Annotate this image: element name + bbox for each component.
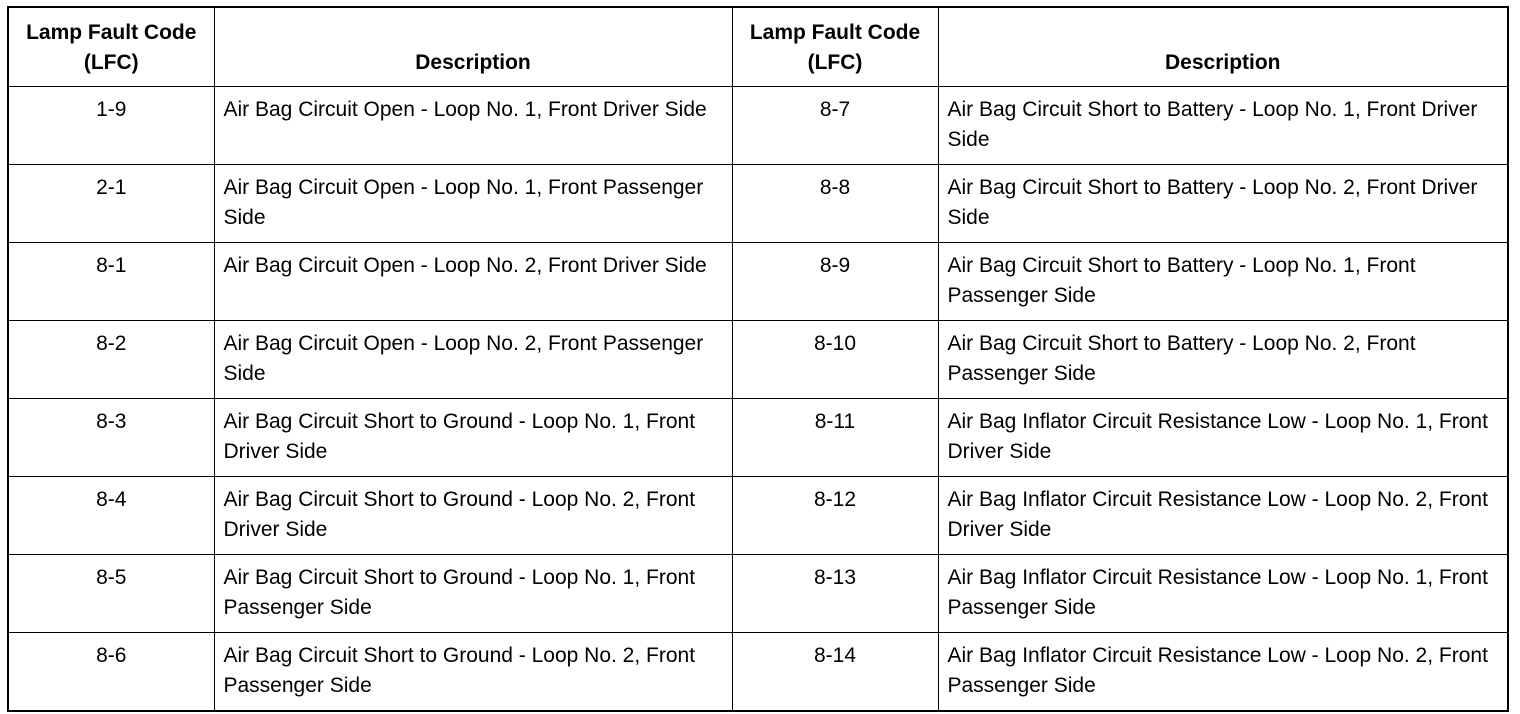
table-row <box>8 477 1508 555</box>
table-row <box>8 165 1508 243</box>
fault-code-cell: 8-5 <box>8 555 214 633</box>
fault-code-cell: 8-13 <box>732 555 938 633</box>
header-description-left: Description <box>214 7 732 87</box>
description-cell: Air Bag Circuit Short to Ground - Loop No. 2, Front Passenger Side <box>214 633 732 711</box>
description-cell: Air Bag Circuit Short to Ground - Loop No. 1, Front Driver Side <box>214 399 732 477</box>
header-code-left: Lamp Fault Code (LFC) <box>8 7 214 87</box>
table-row <box>8 555 1508 633</box>
description-cell: Air Bag Circuit Open - Loop No. 2, Front Passenger Side <box>214 321 732 399</box>
description-cell: Air Bag Inflator Circuit Resistance Low - Loop No. 2, Front Driver Side <box>938 477 1508 555</box>
description-cell: Air Bag Circuit Open - Loop No. 2, Front Driver Side <box>214 243 732 321</box>
table-row <box>8 87 1508 165</box>
description-cell: Air Bag Inflator Circuit Resistance Low - Loop No. 1, Front Driver Side <box>938 399 1508 477</box>
description-cell: Air Bag Circuit Short to Ground - Loop No. 2, Front Driver Side <box>214 477 732 555</box>
table-row <box>8 243 1508 321</box>
table-row <box>8 399 1508 477</box>
description-cell: Air Bag Circuit Short to Ground - Loop No. 1, Front Passenger Side <box>214 555 732 633</box>
description-cell: Air Bag Circuit Short to Battery - Loop No. 1, Front Driver Side <box>938 87 1508 165</box>
header-description-right: Description <box>938 7 1508 87</box>
fault-code-cell: 8-2 <box>8 321 214 399</box>
header-row <box>8 7 1508 87</box>
fault-code-cell: 8-8 <box>732 165 938 243</box>
fault-code-cell: 8-10 <box>732 321 938 399</box>
lamp-fault-code-table <box>7 6 1509 712</box>
fault-code-cell: 2-1 <box>8 165 214 243</box>
table-row <box>8 321 1508 399</box>
fault-code-cell: 1-9 <box>8 87 214 165</box>
fault-code-cell: 8-7 <box>732 87 938 165</box>
fault-code-cell: 8-4 <box>8 477 214 555</box>
table-body <box>8 87 1508 711</box>
description-cell: Air Bag Inflator Circuit Resistance Low - Loop No. 1, Front Passenger Side <box>938 555 1508 633</box>
description-cell: Air Bag Circuit Short to Battery - Loop No. 2, Front Passenger Side <box>938 321 1508 399</box>
description-cell: Air Bag Circuit Open - Loop No. 1, Front Passenger Side <box>214 165 732 243</box>
fault-code-cell: 8-6 <box>8 633 214 711</box>
fault-code-cell: 8-3 <box>8 399 214 477</box>
fault-code-cell: 8-1 <box>8 243 214 321</box>
description-cell: Air Bag Inflator Circuit Resistance Low - Loop No. 2, Front Passenger Side <box>938 633 1508 711</box>
header-code-right: Lamp Fault Code (LFC) <box>732 7 938 87</box>
fault-code-cell: 8-9 <box>732 243 938 321</box>
table-row <box>8 633 1508 711</box>
description-cell: Air Bag Circuit Short to Battery - Loop No. 2, Front Driver Side <box>938 165 1508 243</box>
fault-code-cell: 8-11 <box>732 399 938 477</box>
description-cell: Air Bag Circuit Open - Loop No. 1, Front Driver Side <box>214 87 732 165</box>
fault-code-cell: 8-14 <box>732 633 938 711</box>
fault-code-cell: 8-12 <box>732 477 938 555</box>
description-cell: Air Bag Circuit Short to Battery - Loop No. 1, Front Passenger Side <box>938 243 1508 321</box>
